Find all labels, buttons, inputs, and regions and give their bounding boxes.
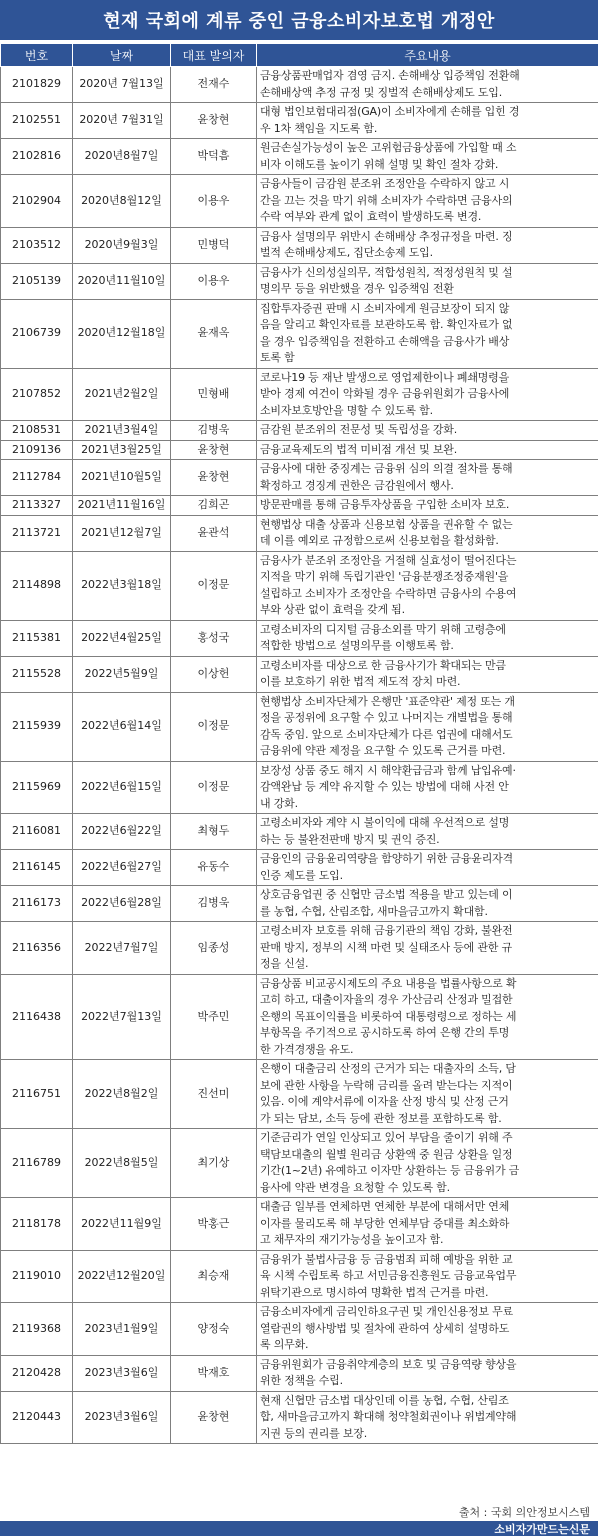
bill-date: 2021년3월25일: [73, 440, 171, 460]
bill-representative: 박홍근: [171, 1198, 257, 1251]
bill-number: 2116356: [1, 922, 73, 975]
bill-representative: 윤재옥: [171, 299, 257, 368]
table-row: [1, 1198, 598, 1251]
bill-content: 현행법상 소비자단체가 은행만 '표준약관' 제정 또는 개 정을 공정위에 요구할 수 있고 나머지는 개별법을 통해 감독 중임. 앞으로 소비자단체가 다른 업권에 대해서도 금융위에 약관 제정을 요구할 수 있도록 근거를 마련.: [257, 692, 598, 761]
bill-number: 2116173: [1, 886, 73, 922]
bill-representative: 윤창현: [171, 1391, 257, 1444]
bill-number: 2120428: [1, 1355, 73, 1391]
bill-representative: 박재호: [171, 1355, 257, 1391]
table-row: [1, 761, 598, 814]
bill-date: 2022년6월28일: [73, 886, 171, 922]
bill-content: 원금손실가능성이 높은 고위험금융상품에 가입할 때 소 비자 이해도를 높이기 위해 설명 및 확인 절차 강화.: [257, 139, 598, 175]
bill-date: 2022년7월7일: [73, 922, 171, 975]
table-row: [1, 299, 598, 368]
bill-content: 보장성 상품 중도 해지 시 해약환급금과 함께 납입유예· 감액완납 등 계약 유지할 수 있는 방법에 대해 사전 안 내 강화.: [257, 761, 598, 814]
bill-content: 금융인의 금융윤리역량을 함양하기 위한 금융윤리자격 인증 제도를 도입.: [257, 850, 598, 886]
bill-number: 2116438: [1, 974, 73, 1060]
bill-content: 고령소비자의 디지털 금융소외를 막기 위해 고령층에 적합한 방법으로 설명의무를 이행토록 함.: [257, 620, 598, 656]
bill-number: 2103512: [1, 227, 73, 263]
table-row: [1, 263, 598, 299]
bill-content: 은행이 대출금리 산정의 근거가 되는 대출자의 소득, 담 보에 관한 사항을 누락해 금리를 올려 받는다는 지적이 있음. 이에 계약서류에 이자율 산정 방식 및 산정 근거 가 되는 담보, 소득 등에 관한 정보를 포함하도록 함.: [257, 1060, 598, 1129]
page-title: 현재 국회에 계류 중인 금융소비자보호법 개정안: [103, 7, 495, 33]
bill-number: 2115528: [1, 656, 73, 692]
bill-representative: 최기상: [171, 1129, 257, 1198]
table-row: [1, 103, 598, 139]
bill-content: 고령소비자를 대상으로 한 금융사기가 확대되는 만큼 이를 보호하기 위한 법적 제도적 장치 마련.: [257, 656, 598, 692]
bill-date: 2020년8월12일: [73, 175, 171, 228]
bill-date: 2021년11월16일: [73, 496, 171, 516]
bill-number: 2107852: [1, 368, 73, 421]
bill-number: 2112784: [1, 460, 73, 496]
bill-representative: 민병덕: [171, 227, 257, 263]
header-date: 날짜: [73, 44, 171, 67]
table-row: [1, 368, 598, 421]
bill-date: 2020년11월10일: [73, 263, 171, 299]
table-row: [1, 886, 598, 922]
bill-date: 2020년8월7일: [73, 139, 171, 175]
bill-representative: 이용우: [171, 175, 257, 228]
bill-content: 금융상품 비교공시제도의 주요 내용을 법률사항으로 확 고히 하고, 대출이자율의 경우 가산금리 산정과 밀접한 은행의 목표이익률을 비롯하여 대통령령으로 정하는 세 부항목을 주기적으로 공시하도록 하여 은행 간의 투명 한 가격경쟁을 유도.: [257, 974, 598, 1060]
bill-content: 금융교육제도의 법적 미비점 개선 및 보완.: [257, 440, 598, 460]
bill-date: 2022년7월13일: [73, 974, 171, 1060]
bill-content: 고령소비자 보호를 위해 금융기관의 책임 강화, 불완전 판매 방지, 정부의 시책 마련 및 실태조사 등에 관한 규 정을 신설.: [257, 922, 598, 975]
table-row: [1, 515, 598, 551]
table-row: [1, 656, 598, 692]
bill-representative: 박주민: [171, 974, 257, 1060]
bill-number: 2114898: [1, 551, 73, 620]
bill-number: 2115969: [1, 761, 73, 814]
bill-content: 집합투자증권 판매 시 소비자에게 원금보장이 되지 않 음을 알리고 확인자료를 보관하도록 함. 확인자료가 없 을 경우 입증책임을 전환하고 손해액을 금융사가 배상 토록 함: [257, 299, 598, 368]
table-row: [1, 1060, 598, 1129]
source-note: 출처 : 국회 의안정보시스템: [459, 1504, 590, 1520]
table-body: [1, 67, 598, 1444]
bill-number: 2106739: [1, 299, 73, 368]
bill-date: 2022년4월25일: [73, 620, 171, 656]
bill-representative: 홍성국: [171, 620, 257, 656]
bill-content: 현재 신협만 금소법 대상인데 이를 농협, 수협, 산림조 합, 새마을금고까지 확대해 청약철회권이나 위법계약해 지권 등의 권리를 보장.: [257, 1391, 598, 1444]
table-row: [1, 1129, 598, 1198]
bill-number: 2102904: [1, 175, 73, 228]
table-row: [1, 1391, 598, 1444]
table-row: [1, 1303, 598, 1356]
bill-date: 2022년8월5일: [73, 1129, 171, 1198]
bill-date: 2023년3월6일: [73, 1355, 171, 1391]
header-content: 주요내용: [257, 44, 598, 67]
table-row: [1, 974, 598, 1060]
bill-content: 금융위원회가 금융취약계층의 보호 및 금융역량 향상을 위한 정책을 수립.: [257, 1355, 598, 1391]
table-row: [1, 850, 598, 886]
bill-table: [0, 43, 598, 1444]
bill-number: 2116145: [1, 850, 73, 886]
bill-date: 2022년6월22일: [73, 814, 171, 850]
table-row: [1, 227, 598, 263]
bill-representative: 김희곤: [171, 496, 257, 516]
header-number: 번호: [1, 44, 73, 67]
bill-representative: 이정문: [171, 551, 257, 620]
table-row: [1, 551, 598, 620]
table-row: [1, 1355, 598, 1391]
bill-date: 2022년6월14일: [73, 692, 171, 761]
table-row: [1, 620, 598, 656]
bill-date: 2020년 7월13일: [73, 67, 171, 103]
bill-content: 고령소비자와 계약 시 불이익에 대해 우선적으로 설명 하는 등 불완전판매 방지 및 권익 증진.: [257, 814, 598, 850]
bill-representative: 유동수: [171, 850, 257, 886]
bill-number: 2108531: [1, 421, 73, 441]
bill-number: 2113327: [1, 496, 73, 516]
bill-date: 2022년5월9일: [73, 656, 171, 692]
table-header: [1, 44, 598, 67]
table-row: [1, 692, 598, 761]
page-title-bar: [0, 0, 598, 40]
table-row: [1, 421, 598, 441]
bill-number: 2116081: [1, 814, 73, 850]
bill-representative: 이정문: [171, 692, 257, 761]
bill-number: 2113721: [1, 515, 73, 551]
bill-representative: 이정문: [171, 761, 257, 814]
bill-representative: 진선미: [171, 1060, 257, 1129]
bill-date: 2021년10월5일: [73, 460, 171, 496]
bill-number: 2116789: [1, 1129, 73, 1198]
bill-content: 금융위가 불법사금융 등 금융범죄 피해 예방을 위한 교 육 시책 수립토록 하고 서민금융진흥원도 금융교육업무 위탁기관으로 명시하여 명확한 법적 근거를 마련.: [257, 1250, 598, 1303]
bill-representative: 최형두: [171, 814, 257, 850]
bill-representative: 김병욱: [171, 421, 257, 441]
bill-number: 2105139: [1, 263, 73, 299]
bill-date: 2022년12월20일: [73, 1250, 171, 1303]
bill-date: 2022년8월2일: [73, 1060, 171, 1129]
bill-representative: 전재수: [171, 67, 257, 103]
bill-date: 2022년3월18일: [73, 551, 171, 620]
bill-date: 2023년3월6일: [73, 1391, 171, 1444]
bill-content: 금융사들이 금감원 분조위 조정안을 수락하지 않고 시 간을 끄는 것을 막기 위해 소비자가 수락하면 금융사의 수락 여부와 관계 없이 효력이 발생하도록 변경.: [257, 175, 598, 228]
bill-number: 2102551: [1, 103, 73, 139]
footer-bar: [0, 1521, 598, 1536]
table-row: [1, 496, 598, 516]
bill-number: 2101829: [1, 67, 73, 103]
bill-content: 상호금융업권 중 신협만 금소법 적용을 받고 있는데 이 를 농협, 수협, 산림조합, 새마을금고까지 확대함.: [257, 886, 598, 922]
bill-content: 기준금리가 연일 인상되고 있어 부담을 줄이기 위해 주 택담보대출의 월별 원리금 상환액 중 원금 상환을 일정 기간(1~2년) 유예하고 이자만 상환하는 등 금융위가 금 융사에 약관 변경을 요청할 수 있도록 함.: [257, 1129, 598, 1198]
bill-date: 2021년12월7일: [73, 515, 171, 551]
bill-content: 대출금 일부를 연체하면 연체한 부분에 대해서만 연체 이자를 물리도록 해 부당한 연체부담 증대를 최소화하 고 채무자의 재기가능성을 높이고자 함.: [257, 1198, 598, 1251]
publisher-name: 소비자가만드는신문: [494, 1521, 590, 1537]
bill-date: 2022년6월27일: [73, 850, 171, 886]
bill-representative: 민형배: [171, 368, 257, 421]
table-row: [1, 922, 598, 975]
bill-content: 대형 법인보험대리점(GA)이 소비자에게 손해를 입힌 경 우 1차 책임을 지도록 함.: [257, 103, 598, 139]
bill-representative: 이용우: [171, 263, 257, 299]
bill-number: 2115381: [1, 620, 73, 656]
bill-number: 2109136: [1, 440, 73, 460]
bill-representative: 임종성: [171, 922, 257, 975]
bill-content: 금융사가 신의성실의무, 적합성원칙, 적정성원칙 및 설 명의무 등을 위반했을 경우 입증책임 전환: [257, 263, 598, 299]
bill-content: 금융상품판매업자 겸영 금지. 손해배상 입증책임 전환해 손해배상액 추정 규정 및 징벌적 손해배상제도 도입.: [257, 67, 598, 103]
bill-number: 2118178: [1, 1198, 73, 1251]
table-row: [1, 460, 598, 496]
table-row: [1, 175, 598, 228]
bill-representative: 양정숙: [171, 1303, 257, 1356]
header-representative: 대표 발의자: [171, 44, 257, 67]
bill-representative: 최승재: [171, 1250, 257, 1303]
table-row: [1, 814, 598, 850]
bill-content: 코로나19 등 재난 발생으로 영업제한이나 폐쇄명령을 받아 경제 여건이 악화될 경우 금융위원회가 금융사에 소비자보호방안을 명할 수 있도록 함.: [257, 368, 598, 421]
bill-date: 2022년11월9일: [73, 1198, 171, 1251]
bill-representative: 김병욱: [171, 886, 257, 922]
bill-number: 2119368: [1, 1303, 73, 1356]
bill-content: 금감원 분조위의 전문성 및 독립성을 강화.: [257, 421, 598, 441]
bill-number: 2120443: [1, 1391, 73, 1444]
bill-representative: 윤창현: [171, 103, 257, 139]
bill-representative: 윤창현: [171, 440, 257, 460]
bill-date: 2020년9월3일: [73, 227, 171, 263]
bill-date: 2022년6월15일: [73, 761, 171, 814]
table-row: [1, 139, 598, 175]
bill-content: 금융소비자에게 금리인하요구권 및 개인신용정보 무료 열람권의 행사방법 및 절차에 관하여 상세히 설명하도 록 의무화.: [257, 1303, 598, 1356]
bill-date: 2021년3월4일: [73, 421, 171, 441]
table-row: [1, 67, 598, 103]
table-row: [1, 440, 598, 460]
bill-representative: 윤창현: [171, 460, 257, 496]
bill-number: 2116751: [1, 1060, 73, 1129]
table-row: [1, 1250, 598, 1303]
bill-date: 2020년12월18일: [73, 299, 171, 368]
bill-representative: 이상헌: [171, 656, 257, 692]
bill-date: 2020년 7월31일: [73, 103, 171, 139]
bill-number: 2115939: [1, 692, 73, 761]
bill-number: 2102816: [1, 139, 73, 175]
bill-date: 2021년2월2일: [73, 368, 171, 421]
bill-date: 2023년1월9일: [73, 1303, 171, 1356]
bill-content: 금융사 설명의무 위반시 손해배상 추정규정을 마련. 징 벌적 손해배상제도, 집단소송제 도입.: [257, 227, 598, 263]
bill-content: 방문판매를 통해 금융투자상품을 구입한 소비자 보호.: [257, 496, 598, 516]
bill-content: 금융사가 분조위 조정안을 거절해 실효성이 떨어진다는 지적을 막기 위해 독립기관인 '금융분쟁조정중재원'을 설립하고 소비자가 조정안을 수락하면 금융사의 수용여 부와 상관 없이 효력을 갖게 됨.: [257, 551, 598, 620]
bill-content: 금융사에 대한 중징계는 금융위 심의 의결 절차를 통해 확정하고 경징계 권한은 금감원에서 행사.: [257, 460, 598, 496]
bill-representative: 박덕흠: [171, 139, 257, 175]
bill-content: 현행법상 대출 상품과 신용보험 상품을 권유할 수 없는 데 이를 예외로 규정함으로써 신용보험을 활성화함.: [257, 515, 598, 551]
bill-representative: 윤관석: [171, 515, 257, 551]
bill-number: 2119010: [1, 1250, 73, 1303]
